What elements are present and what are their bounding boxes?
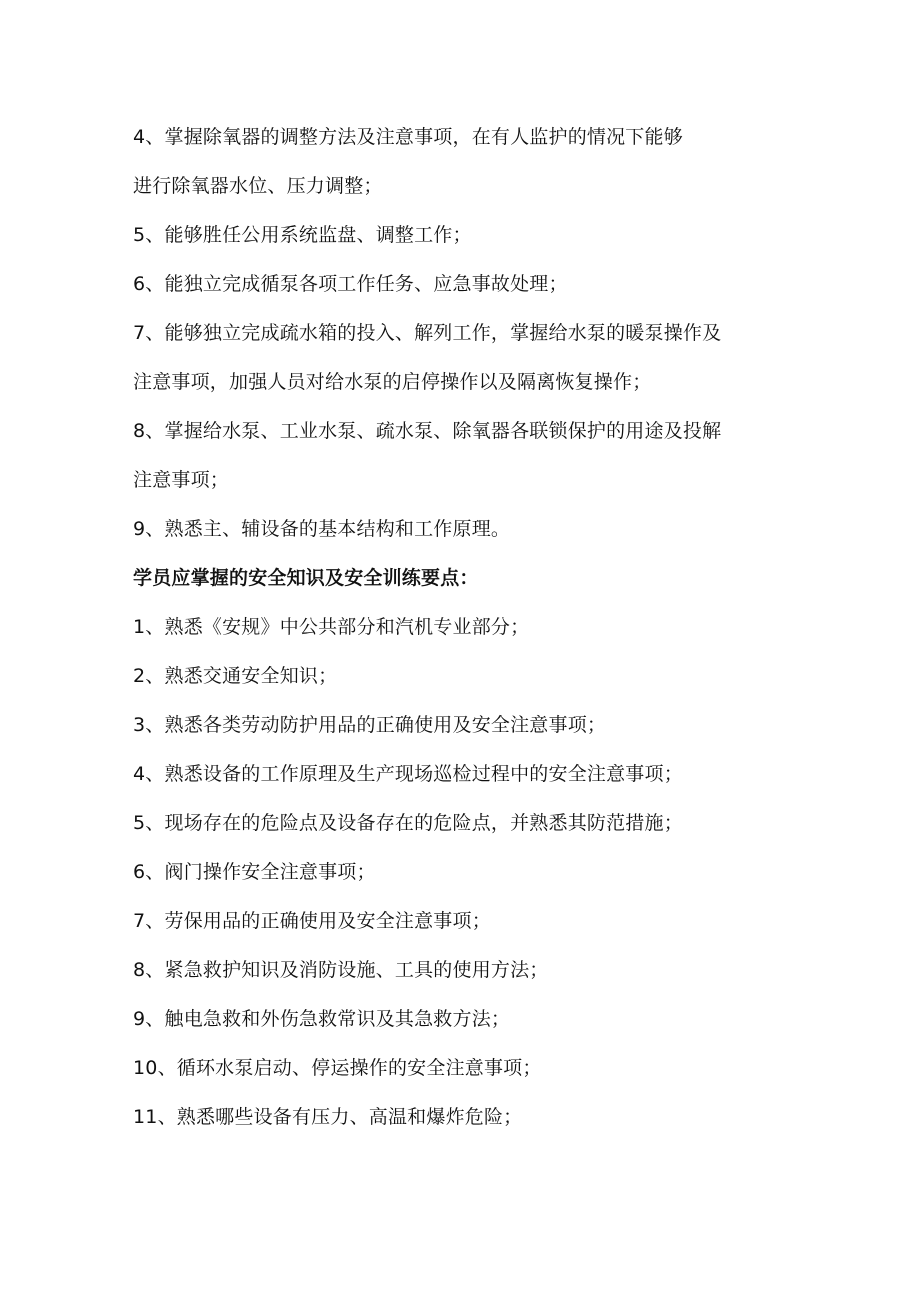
section-heading: 学员应掌握的安全知识及安全训练要点： xyxy=(133,567,479,589)
document-body xyxy=(133,113,798,1142)
list-item: 2、熟悉交通安全知识； xyxy=(133,665,338,687)
list-item: 注意事项，加强人员对给水泵的启停操作以及隔离恢复操作； xyxy=(133,371,652,393)
list-item: 5、现场存在的危险点及设备存在的危险点，并熟悉其防范措施； xyxy=(133,812,683,834)
list-item: 1、熟悉《安规》中公共部分和汽机专业部分； xyxy=(133,616,530,638)
list-item: 7、劳保用品的正确使用及安全注意事项； xyxy=(133,910,491,932)
list-item: 11、熟悉哪些设备有压力、高温和爆炸危险； xyxy=(133,1106,523,1128)
list-item: 4、熟悉设备的工作原理及生产现场巡检过程中的安全注意事项； xyxy=(133,763,683,785)
list-item: 进行除氧器水位、压力调整； xyxy=(133,175,383,197)
list-item: 9、熟悉主、辅设备的基本结构和工作原理。 xyxy=(133,518,511,540)
list-item: 注意事项； xyxy=(133,469,230,491)
list-item: 8、掌握给水泵、工业水泵、疏水泵、除氧器各联锁保护的用途及投解 xyxy=(133,420,722,442)
list-item: 3、熟悉各类劳动防护用品的正确使用及安全注意事项； xyxy=(133,714,607,736)
list-item: 10、循环水泵启动、停运操作的安全注意事项； xyxy=(133,1057,542,1079)
list-item: 4、掌握除氧器的调整方法及注意事项，在有人监护的情况下能够 xyxy=(133,126,683,148)
list-item: 5、能够胜任公用系统监盘、调整工作； xyxy=(133,224,472,246)
list-item: 8、紧急救护知识及消防设施、工具的使用方法； xyxy=(133,959,549,981)
list-item: 7、能够独立完成疏水箱的投入、解列工作，掌握给水泵的暖泵操作及 xyxy=(133,322,722,344)
list-item: 6、阀门操作安全注意事项； xyxy=(133,861,376,883)
list-item: 9、触电急救和外伤急救常识及其急救方法； xyxy=(133,1008,511,1030)
list-item: 6、能独立完成循泵各项工作任务、应急事故处理； xyxy=(133,273,568,295)
